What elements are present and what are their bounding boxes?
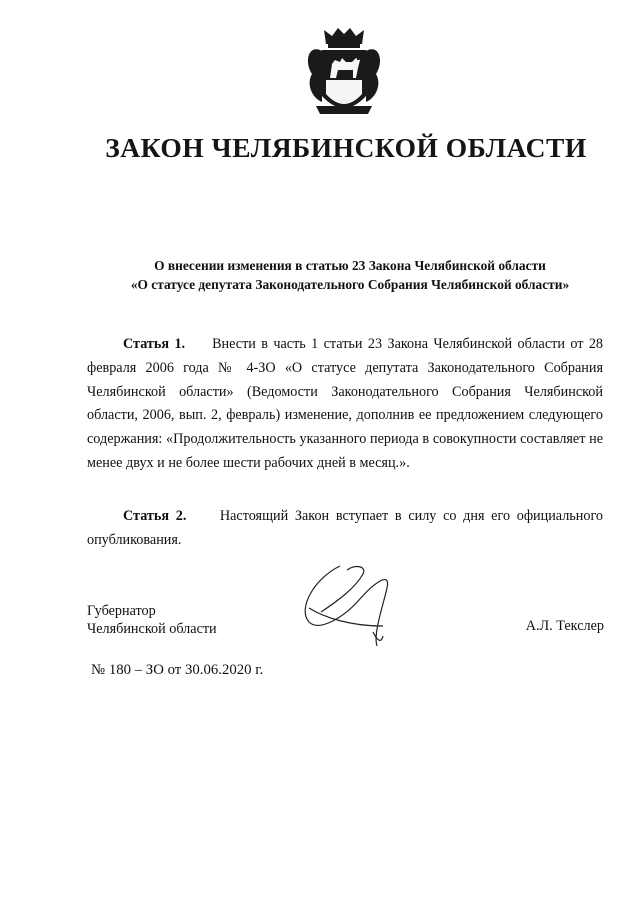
law-subtitle: [0, 256, 640, 294]
subtitle-line-2: «О статусе депутата Законодательного Собрания Челябинской области»: [130, 277, 570, 292]
law-number: № 180 – ЗО от 30.06.2020 г.: [91, 662, 264, 678]
law-title: ЗАКОН ЧЕЛЯБИНСКОЙ ОБЛАСТИ: [105, 132, 587, 163]
article-2: [87, 505, 603, 553]
signer-position-line-1: Губернатор: [87, 603, 156, 619]
signer-position: [87, 602, 217, 638]
signer-name: А.Л. Текслер: [525, 618, 604, 634]
signer-position-line-2: Челябинской области: [87, 621, 217, 637]
handwritten-signature-icon: [295, 548, 405, 658]
article-1-text: Внести в часть 1 статьи 23 Закона Челябинской области от 28 февраля 2006 года № 4-ЗО «О статусе депутата Законодательного Собрания Челябинской области» (Ведомости Законодательного Собрания Челябинской области, 2006, вып. 2, февраль) изменение, дополнив ее предложением следующего содержания: «Продолжительность указанного периода в совокупности составляет не менее двух и не более шести рабочих дней в месяц.».: [87, 336, 604, 471]
article-1: [87, 333, 603, 476]
article-2-text: Настоящий Закон вступает в силу со дня его официального опубликования.: [87, 508, 604, 548]
article-1-label: Статья 1.: [123, 336, 186, 352]
coat-of-arms-icon: [302, 22, 386, 122]
subtitle-line-1: О внесении изменения в статью 23 Закона Челябинской области: [154, 258, 546, 273]
article-2-label: Статья 2.: [123, 508, 187, 524]
